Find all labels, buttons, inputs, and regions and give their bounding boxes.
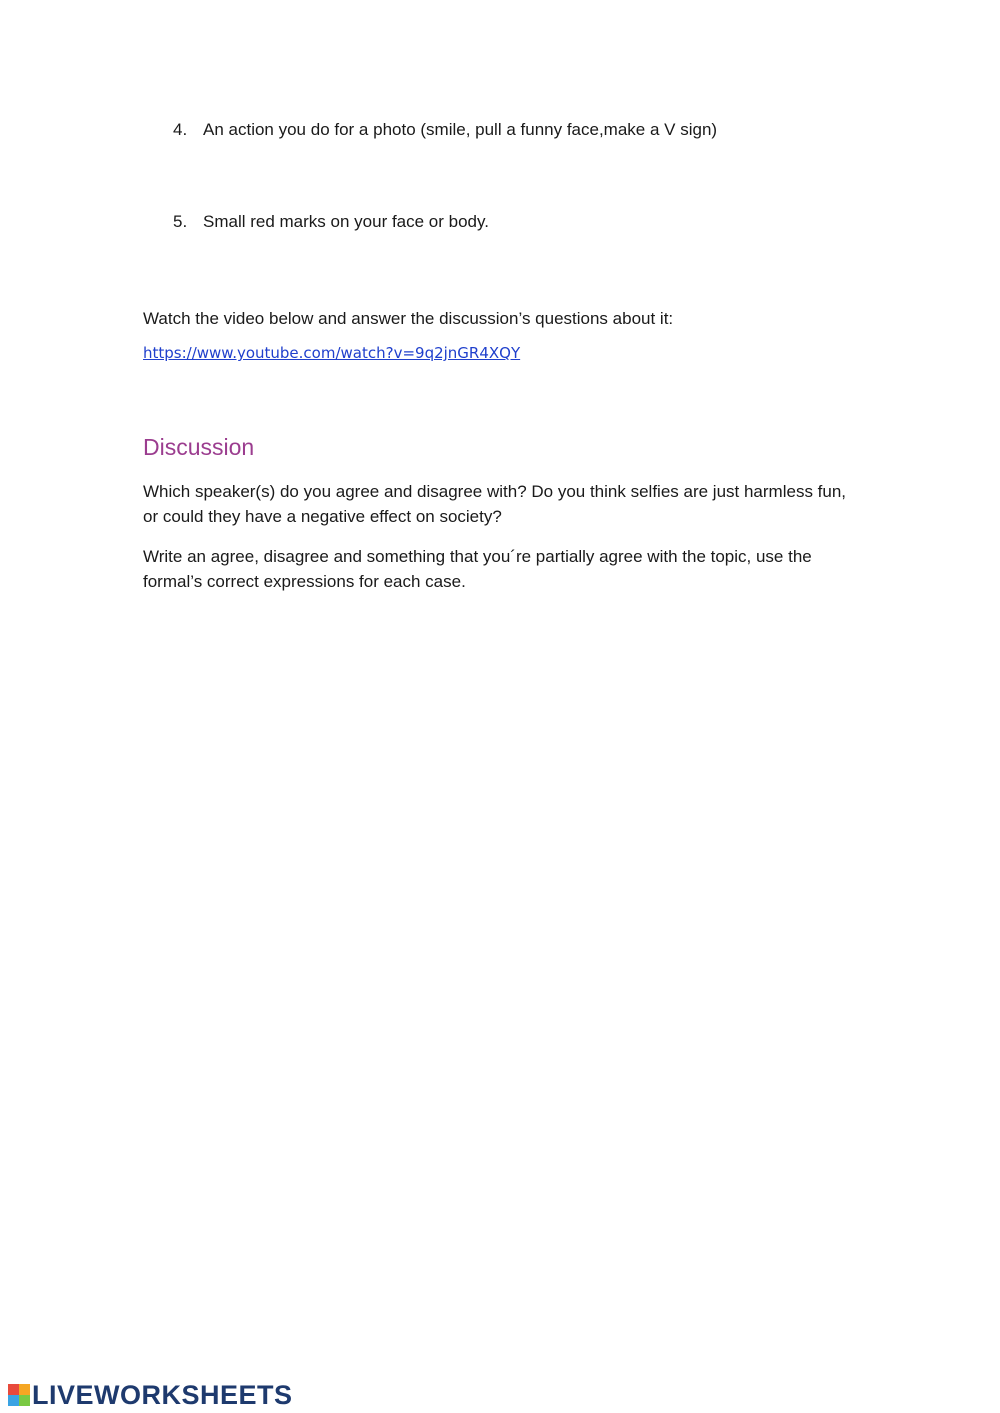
liveworksheets-logo <box>8 1380 293 1410</box>
list-item <box>173 119 717 141</box>
list-number: 5. <box>173 212 188 231</box>
list-text: An action you do for a photo (smile, pull a funny face,make a V sign) <box>203 120 718 139</box>
list-number: 4. <box>173 120 188 139</box>
list-item <box>173 211 489 233</box>
video-link[interactable]: https://www.youtube.com/watch?v=9q2jnGR4XQY <box>143 344 521 362</box>
logo-text: LIVEWORKSHEETS <box>32 1380 293 1410</box>
discussion-question-1: Which speaker(s) do you agree and disagree with? Do you think selfies are just harmless fun, or could they have a negative effect on society? <box>143 482 847 526</box>
list-text: Small red marks on your face or body. <box>203 212 489 231</box>
discussion-question-2: Write an agree, disagree and something that you´re partially agree with the topic, use the formal’s correct expressions for each case. <box>143 547 812 591</box>
video-instruction: Watch the video below and answer the discussion’s questions about it: <box>143 309 674 328</box>
discussion-heading: Discussion <box>143 434 255 460</box>
logo-blocks-icon <box>8 1384 30 1406</box>
